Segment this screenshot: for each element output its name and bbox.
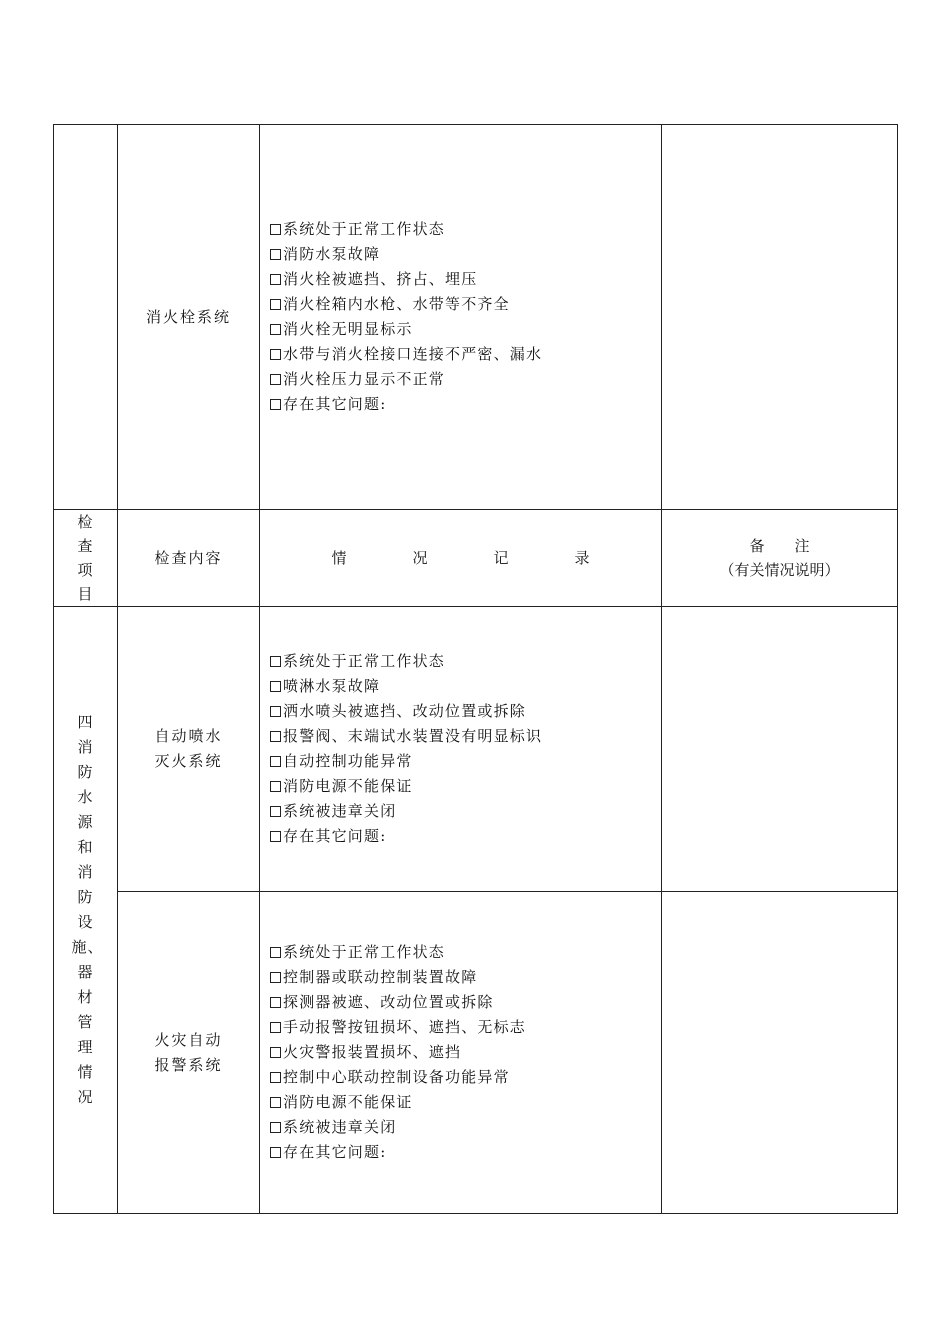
- check-item[interactable]: 消火栓箱内水枪、水带等不齐全: [270, 292, 661, 317]
- checkbox-icon[interactable]: [270, 274, 281, 285]
- checkbox-icon[interactable]: [270, 324, 281, 335]
- checkbox-icon[interactable]: [270, 299, 281, 310]
- content-cell-sprinkler: [118, 607, 260, 892]
- checkbox-icon[interactable]: [270, 1122, 281, 1133]
- record-cell-sprinkler: [260, 607, 662, 892]
- checkbox-icon[interactable]: [270, 1072, 281, 1083]
- checkbox-icon[interactable]: [270, 947, 281, 958]
- header-record-char: 录: [574, 548, 590, 567]
- header-item: [54, 510, 118, 607]
- category-label: 消防水源和消防设施、器材管理情况: [71, 738, 104, 1106]
- inspection-form-table: [53, 124, 898, 1214]
- checkbox-icon[interactable]: [270, 224, 281, 235]
- check-item[interactable]: 消火栓无明显标示: [270, 317, 661, 342]
- header-remarks: [662, 510, 898, 607]
- content-label-hydrant: 消火栓系统: [145, 307, 231, 326]
- header-record: [260, 510, 662, 607]
- table-row-alarm: [54, 892, 898, 1214]
- category-cell: [54, 607, 118, 1214]
- check-item[interactable]: 火灾警报装置损坏、遮挡: [270, 1040, 661, 1065]
- header-record-char: 记: [493, 548, 509, 567]
- check-item[interactable]: 自动控制功能异常: [270, 749, 661, 774]
- header-remarks-subtitle: （有关情况说明）: [719, 561, 840, 579]
- record-cell-alarm: [260, 892, 662, 1214]
- category-number: 四: [77, 713, 94, 731]
- checklist-hydrant: [260, 217, 661, 417]
- check-item[interactable]: 存在其它问题:: [270, 824, 661, 849]
- check-item[interactable]: 存在其它问题:: [270, 1140, 661, 1165]
- check-item[interactable]: 存在其它问题:: [270, 392, 661, 417]
- header-remarks-title: 备 注: [749, 537, 810, 555]
- header-record-char: 情: [331, 548, 347, 567]
- checkbox-icon[interactable]: [270, 806, 281, 817]
- check-item[interactable]: 消防电源不能保证: [270, 774, 661, 799]
- checkbox-icon[interactable]: [270, 756, 281, 767]
- checkbox-icon[interactable]: [270, 731, 281, 742]
- check-item[interactable]: 控制中心联动控制设备功能异常: [270, 1065, 661, 1090]
- checkbox-icon[interactable]: [270, 831, 281, 842]
- checkbox-icon[interactable]: [270, 997, 281, 1008]
- check-item[interactable]: 系统处于正常工作状态: [270, 217, 661, 242]
- checkbox-icon[interactable]: [270, 681, 281, 692]
- check-item[interactable]: 喷淋水泵故障: [270, 674, 661, 699]
- remarks-cell-sprinkler[interactable]: [662, 607, 898, 892]
- content-label-sprinkler-line1: 自动喷水: [154, 727, 223, 745]
- checkbox-icon[interactable]: [270, 374, 281, 385]
- check-item[interactable]: 洒水喷头被遮挡、改动位置或拆除: [270, 699, 661, 724]
- header-content-label: 检查内容: [154, 548, 223, 567]
- remarks-cell-hydrant[interactable]: [662, 125, 898, 510]
- content-cell-alarm: [118, 892, 260, 1214]
- content-label-sprinkler-line2: 灭火系统: [154, 752, 223, 770]
- check-item[interactable]: 消火栓被遮挡、挤占、埋压: [270, 267, 661, 292]
- record-cell-hydrant: [260, 125, 662, 510]
- check-item[interactable]: 消防水泵故障: [270, 242, 661, 267]
- checklist-sprinkler: [260, 649, 661, 849]
- header-record-char: 况: [412, 548, 428, 567]
- checkbox-icon[interactable]: [270, 1022, 281, 1033]
- check-item[interactable]: 手动报警按钮损坏、遮挡、无标志: [270, 1015, 661, 1040]
- checkbox-icon[interactable]: [270, 249, 281, 260]
- check-item[interactable]: 系统处于正常工作状态: [270, 940, 661, 965]
- checkbox-icon[interactable]: [270, 349, 281, 360]
- content-label-alarm-line2: 报警系统: [154, 1055, 223, 1074]
- check-item[interactable]: 控制器或联动控制装置故障: [270, 965, 661, 990]
- check-item[interactable]: 探测器被遮、改动位置或拆除: [270, 990, 661, 1015]
- checkbox-icon[interactable]: [270, 399, 281, 410]
- item-cell-empty: [54, 125, 118, 510]
- checkbox-icon[interactable]: [270, 781, 281, 792]
- checkbox-icon[interactable]: [270, 706, 281, 717]
- table-row-hydrant: [54, 125, 898, 510]
- checkbox-icon[interactable]: [270, 1147, 281, 1158]
- check-item[interactable]: 系统被违章关闭: [270, 1115, 661, 1140]
- checkbox-icon[interactable]: [270, 1097, 281, 1108]
- header-item-label: 检查项目: [77, 513, 94, 603]
- check-item[interactable]: 水带与消火栓接口连接不严密、漏水: [270, 342, 661, 367]
- header-content: [118, 510, 260, 607]
- table-row-sprinkler: [54, 607, 898, 892]
- remarks-cell-alarm[interactable]: [662, 892, 898, 1214]
- checkbox-icon[interactable]: [270, 972, 281, 983]
- checkbox-icon[interactable]: [270, 656, 281, 667]
- check-item[interactable]: 消火栓压力显示不正常: [270, 367, 661, 392]
- content-cell-hydrant: [118, 125, 260, 510]
- checkbox-icon[interactable]: [270, 1047, 281, 1058]
- check-item[interactable]: 消防电源不能保证: [270, 1090, 661, 1115]
- inspection-form-page: [53, 124, 897, 1166]
- checklist-alarm: [260, 940, 661, 1165]
- table-header-row: [54, 510, 898, 607]
- check-item[interactable]: 系统被违章关闭: [270, 799, 661, 824]
- check-item[interactable]: 报警阀、末端试水装置没有明显标识: [270, 724, 661, 749]
- content-label-alarm-line1: 火灾自动: [154, 1030, 223, 1049]
- check-item[interactable]: 系统处于正常工作状态: [270, 649, 661, 674]
